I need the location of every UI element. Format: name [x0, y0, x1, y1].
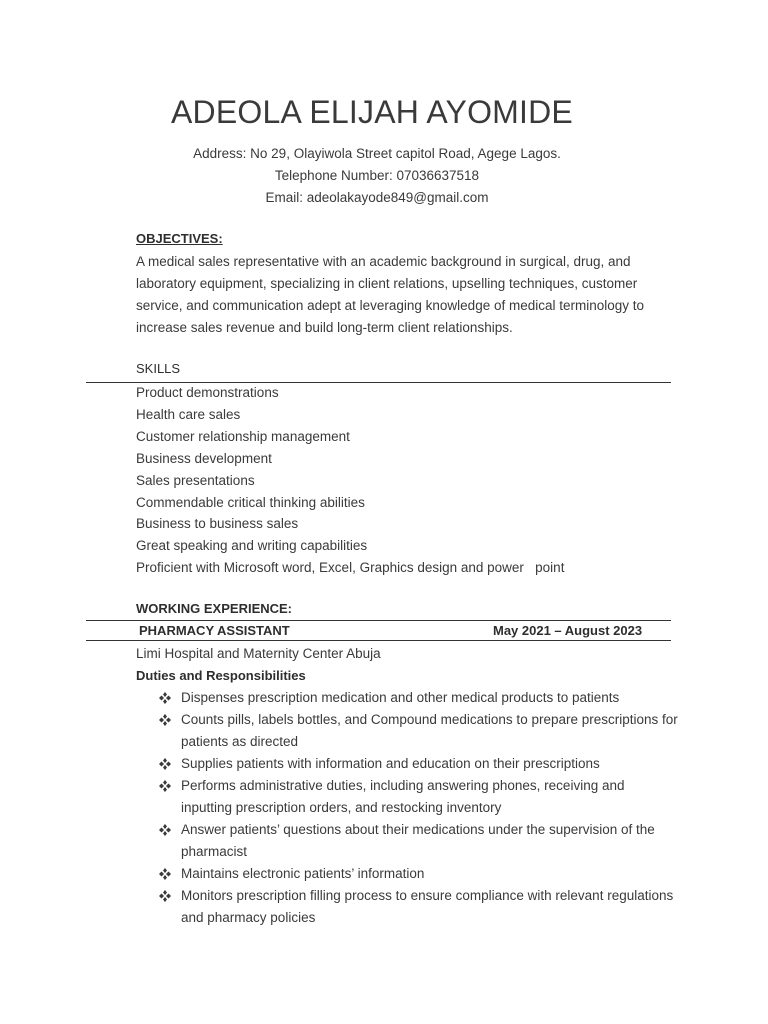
- address-line: Address: No 29, Olayiwola Street capitol Road, Agege Lagos.: [193, 146, 561, 161]
- duty-item: [158, 885, 678, 929]
- duty-text: Performs administrative duties, including answering phones, receiving and inputting prescription orders, and restocking inventory: [181, 778, 625, 815]
- skill-item: Proficient with Microsoft word, Excel, Graphics design and power point: [136, 560, 565, 576]
- skill-item: Sales presentations: [136, 472, 255, 488]
- email-line: Email: adeolakayode849@gmail.com: [265, 190, 489, 205]
- skill-item: Health care sales: [136, 406, 241, 422]
- experience-divider-top: [86, 620, 671, 621]
- diamond-bullet-icon: [158, 885, 172, 907]
- candidate-name: ADEOLA ELIJAH AYOMIDE: [171, 94, 573, 130]
- duty-item: [158, 687, 678, 709]
- diamond-bullet-icon: [158, 753, 172, 775]
- duty-item: [158, 709, 678, 753]
- duty-text: Dispenses prescription medication and other medical products to patients: [181, 690, 620, 705]
- skills-list: [136, 382, 564, 579]
- skill-item: Great speaking and writing capabilities: [136, 538, 368, 554]
- experience-heading: WORKING EXPERIENCE:: [136, 601, 293, 616]
- duty-item: [158, 863, 678, 885]
- objectives-text: A medical sales representative with an academic background in surgical, drug, and laboratory equipment, specializing in client relations, upselling techniques, customer service, and communication adept at leveraging knowledge of medical terminology to increase sales revenue and build long-term client relationships.: [136, 254, 645, 335]
- duty-item: [158, 775, 678, 819]
- objectives-heading: OBJECTIVES:: [136, 231, 223, 246]
- duty-text: Supplies patients with information and education on their prescriptions: [181, 756, 600, 771]
- duty-item: [158, 753, 678, 775]
- diamond-bullet-icon: [158, 687, 172, 709]
- duty-text: Answer patients’ questions about their medications under the supervision of the pharmacist: [181, 822, 655, 859]
- skill-item: Customer relationship management: [136, 428, 350, 444]
- skill-item: Business development: [136, 450, 272, 466]
- duty-text: Monitors prescription filling process to ensure compliance with relevant regulations and pharmacy policies: [181, 888, 674, 925]
- diamond-bullet-icon: [158, 709, 172, 731]
- job-employer: Limi Hospital and Maternity Center Abuja: [136, 646, 381, 661]
- skill-item: Commendable critical thinking abilities: [136, 494, 365, 510]
- skill-item: Business to business sales: [136, 516, 299, 532]
- job-dates: May 2021 – August 2023: [493, 623, 643, 638]
- duty-text: Counts pills, labels bottles, and Compound medications to prepare prescriptions for patients as directed: [181, 712, 678, 749]
- experience-divider-bottom: [86, 640, 671, 641]
- telephone-line: Telephone Number: 07036637518: [274, 168, 480, 183]
- duty-text: Maintains electronic patients’ information: [181, 866, 425, 881]
- diamond-bullet-icon: [158, 863, 172, 885]
- job-role: PHARMACY ASSISTANT: [139, 623, 290, 638]
- duties-heading: Duties and Responsibilities: [136, 668, 306, 683]
- duties-list: [158, 687, 678, 929]
- skill-item: Product demonstrations: [136, 385, 279, 400]
- skills-heading: SKILLS: [136, 361, 181, 376]
- diamond-bullet-icon: [158, 775, 172, 797]
- duty-item: [158, 819, 678, 863]
- diamond-bullet-icon: [158, 819, 172, 841]
